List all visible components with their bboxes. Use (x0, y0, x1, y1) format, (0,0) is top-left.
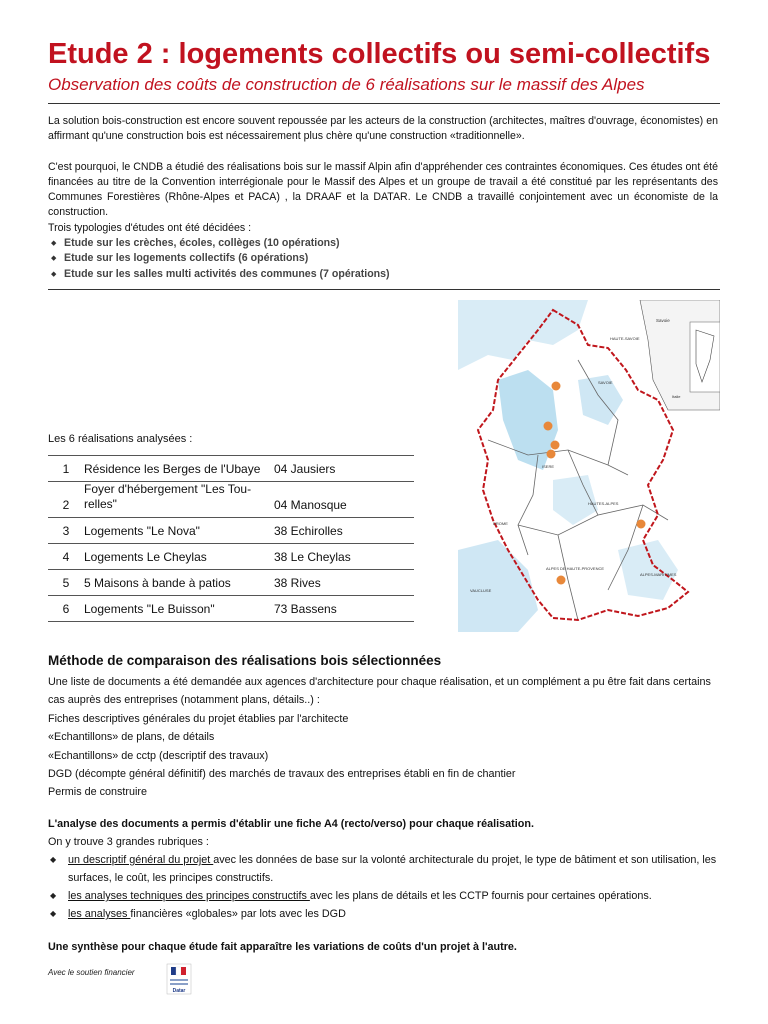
analysis-intro: On y trouve 3 grandes rubriques : (48, 836, 209, 848)
list-item: ◆ les analyses techniques des principes constructifs avec les plans de détails et les CCTP fournis pour certaines opérations. (48, 887, 720, 905)
support-text: Avec le soutien financier (48, 968, 135, 977)
method-section (48, 673, 720, 802)
rubric-list (48, 851, 720, 923)
analysis-lead: L'analyse des documents a permis d'établir une fiche A4 (recto/verso) pour chaque réalisation. (48, 818, 534, 830)
map-label: HAUTE-SAVOIE (610, 336, 640, 341)
map-marker (544, 422, 553, 431)
analysis-section (48, 815, 720, 923)
logo-text: Datar (172, 988, 186, 994)
page-title: Etude 2 : logements collectifs ou semi-collectifs (48, 38, 711, 70)
method-line: Permis de construire (48, 786, 148, 799)
synthesis-note: Une synthèse pour chaque étude fait apparaître les variations de coûts d'un projet à l'autre. (48, 941, 517, 953)
divider (48, 103, 720, 104)
page-subtitle: Observation des coûts de construction de 6 réalisations sur le massif des Alpes (48, 75, 645, 94)
list-item: ◆ un descriptif général du projet avec les données de base sur la volonté architecturale du projet, le type de bâtiment et son utilisation, les surfaces, le coût, les principes constructifs. (48, 851, 720, 887)
map-label: DROME (493, 521, 508, 526)
table-row: 6 Logements "Le Buisson" 73 Bassens (48, 596, 414, 622)
method-line: «Echantillons» de cctp (descriptif des travaux) (48, 749, 269, 762)
list-item: ◆ Etude sur les crèches, écoles, collèges (10 opérations) (48, 236, 718, 251)
study-list (48, 236, 718, 282)
map-label: ALPES DE HAUTE-PROVENCE (546, 566, 605, 571)
map-marker (637, 520, 646, 529)
method-line: Fiches descriptives générales du projet établies par l'architecte (48, 712, 349, 725)
list-item: ◆ Etude sur les salles multi activités des communes (7 opérations) (48, 267, 718, 282)
method-line: DGD (décompte général définitif) des marchés de travaux des entreprises établi en fin de chantier (48, 768, 516, 781)
map-marker (547, 450, 556, 459)
table-row: 4 Logements Le Cheylas 38 Le Cheylas (48, 544, 414, 570)
map-marker (551, 441, 560, 450)
table-row: 5 5 Maisons à bande à patios 38 Rives (48, 570, 414, 596)
map-label: Italie (672, 394, 681, 399)
table-row: 2 Foyer d'hébergement "Les Tou-relles" 04 Manosque (48, 482, 414, 518)
map-label: SAVOIE (598, 380, 613, 385)
map-marker (557, 576, 566, 585)
method-line: Une liste de documents a été demandée aux agences d'architecture pour chaque réalisation, et un complément a pu être fait dans certains cas auprès des entreprises (notamment plans, détails..) : (48, 676, 711, 707)
list-item: ◆ Etude sur les logements collectifs (6 opérations) (48, 251, 718, 266)
intro-paragraph: La solution bois-construction est encore souvent repoussée par les acteurs de la construction (architectes, maîtres d'ouvrage, économistes) en affirmant qu'une construction bois est nécessairement plus chère qu'une construction «traditionnelle». (48, 115, 718, 143)
realisations-table (48, 455, 414, 622)
divider (48, 289, 720, 290)
map-label: ISERE (542, 464, 555, 469)
list-item: ◆ les analyses financières «globales» par lots avec les DGD (48, 905, 720, 923)
map-label: ALPES-MARITIMES (640, 572, 677, 577)
map-label: HAUTES-ALPES (588, 501, 619, 506)
intro-section (48, 114, 718, 282)
intro-paragraph: C'est pourquoi, le CNDB a étudié des réalisations bois sur le massif Alpin afin d'appréhender ces contraintes économiques. Ces études ont été financées au titre de la Convention interrégionale pour le Massif des Alpes et un groupe de travail a été constitué par les représentants des Communes Forestières (Rhône-Alpes et PACA) , la DRAAF et la DATAR. Le CNDB a travaillé conjointement avec un économiste de la construction. (48, 160, 718, 219)
alps-map (458, 300, 720, 632)
map-label: Savoie (656, 318, 670, 323)
intro-paragraph: Trois typologies d'études ont été décidées : (48, 221, 252, 234)
table-row: 1 Résidence les Berges de l'Ubaye 04 Jausiers (48, 456, 414, 482)
method-heading: Méthode de comparaison des réalisations bois sélectionnées (48, 653, 442, 668)
table-row: 3 Logements "Le Nova" 38 Echirolles (48, 518, 414, 544)
datar-logo (166, 963, 192, 995)
map-label: VAUCLUSE (470, 588, 492, 593)
method-line: «Echantillons» de plans, de détails (48, 731, 215, 744)
map-marker (552, 382, 561, 391)
realisations-label: Les 6 réalisations analysées : (48, 433, 193, 445)
